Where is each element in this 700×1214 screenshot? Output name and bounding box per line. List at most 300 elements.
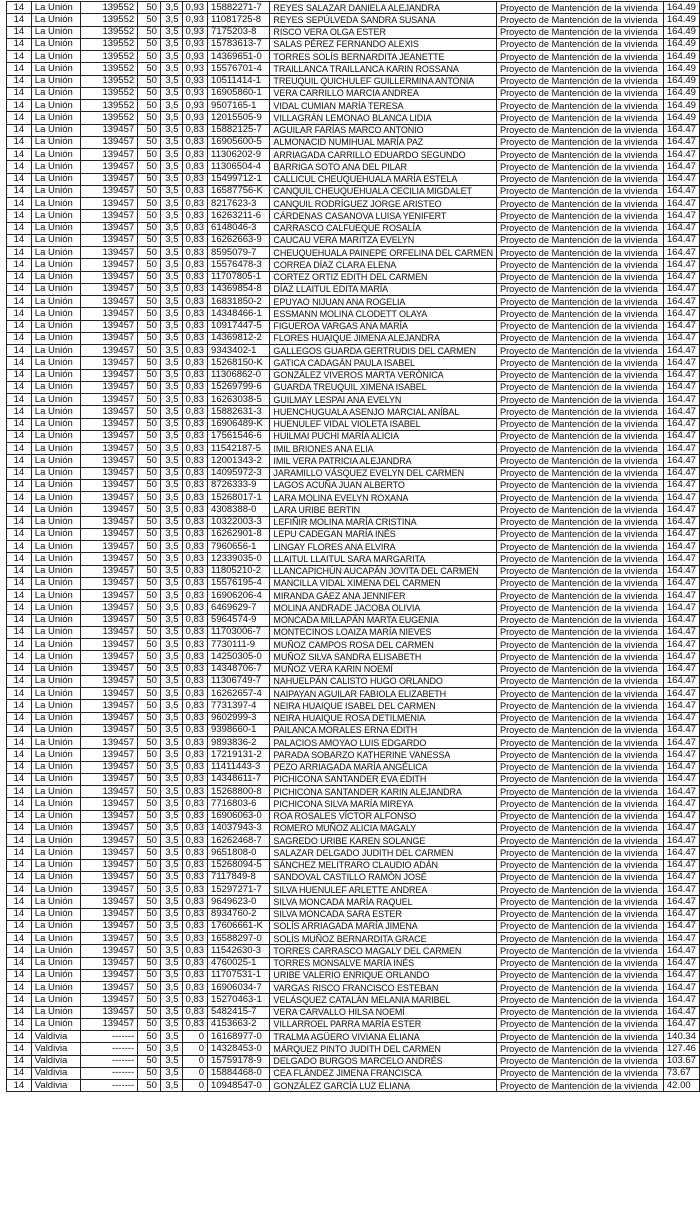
table-row <box>7 222 700 234</box>
code-cell: 139457 <box>80 614 137 626</box>
table-row <box>7 528 700 540</box>
region-cell: 14 <box>7 847 32 859</box>
amount-cell: 164.47 <box>663 455 699 467</box>
rut-cell: 16905860-1 <box>208 87 270 99</box>
region-cell: 14 <box>7 247 32 259</box>
score-cell: 50 <box>138 749 161 761</box>
amount-cell: 164.47 <box>663 700 699 712</box>
project-cell: Proyecto de Mantención de la vivienda <box>496 296 663 308</box>
amount-cell: 164.47 <box>663 1006 699 1018</box>
coef-cell: 3,5 <box>160 737 182 749</box>
comuna-cell: La Unión <box>31 308 80 320</box>
code-cell: 139457 <box>80 810 137 822</box>
rut-cell: 11411443-3 <box>208 761 270 773</box>
factor-cell: 0,83 <box>182 651 208 663</box>
region-cell: 14 <box>7 369 32 381</box>
rut-cell: 11805210-2 <box>208 565 270 577</box>
amount-cell: 164.47 <box>663 933 699 945</box>
beneficiary-table <box>6 1 700 1092</box>
table-row <box>7 455 700 467</box>
comuna-cell: La Unión <box>31 663 80 675</box>
coef-cell: 3,5 <box>160 786 182 798</box>
score-cell: 50 <box>138 688 161 700</box>
code-cell: 139552 <box>80 63 137 75</box>
region-cell: 14 <box>7 810 32 822</box>
table-row <box>7 504 700 516</box>
factor-cell: 0,83 <box>182 492 208 504</box>
score-cell: 50 <box>138 1067 161 1079</box>
comuna-cell: La Unión <box>31 1018 80 1030</box>
name-cell: SANDOVAL CASTILLO RAMÓN JOSÉ <box>270 871 497 883</box>
factor-cell: 0,83 <box>182 688 208 700</box>
project-cell: Proyecto de Mantención de la vivienda <box>496 1080 663 1092</box>
code-cell: 139457 <box>80 553 137 565</box>
comuna-cell: La Unión <box>31 810 80 822</box>
project-cell: Proyecto de Mantención de la vivienda <box>496 565 663 577</box>
score-cell: 50 <box>138 908 161 920</box>
code-cell: 139457 <box>80 136 137 148</box>
name-cell: CEA FLÁNDEZ JIMENA FRANCISCA <box>270 1067 497 1079</box>
comuna-cell: La Unión <box>31 185 80 197</box>
score-cell: 50 <box>138 847 161 859</box>
amount-cell: 164.47 <box>663 871 699 883</box>
coef-cell: 3,5 <box>160 859 182 871</box>
factor-cell: 0,83 <box>182 394 208 406</box>
table-row <box>7 712 700 724</box>
amount-cell: 164.47 <box>663 124 699 136</box>
rut-cell: 11707531-1 <box>208 969 270 981</box>
name-cell: MUÑOZ VERA KARIN NOEMÍ <box>270 663 497 675</box>
amount-cell: 164.47 <box>663 553 699 565</box>
score-cell: 50 <box>138 516 161 528</box>
name-cell: MONCADA MILLAPÁN MARTA EUGENIA <box>270 614 497 626</box>
code-cell: ------- <box>80 1043 137 1055</box>
name-cell: NEIRA HUAIQUE ISABEL DEL CARMEN <box>270 700 497 712</box>
coef-cell: 3,5 <box>160 504 182 516</box>
region-cell: 14 <box>7 884 32 896</box>
code-cell: 139457 <box>80 1018 137 1030</box>
code-cell: 139552 <box>80 112 137 124</box>
project-cell: Proyecto de Mantención de la vivienda <box>496 847 663 859</box>
factor-cell: 0,83 <box>182 185 208 197</box>
name-cell: PARADA SOBARZO KATHERINE VANESSA <box>270 749 497 761</box>
coef-cell: 3,5 <box>160 222 182 234</box>
region-cell: 14 <box>7 822 32 834</box>
coef-cell: 3,5 <box>160 1067 182 1079</box>
code-cell: 139457 <box>80 259 137 271</box>
score-cell: 50 <box>138 418 161 430</box>
rut-cell: 15268150-K <box>208 357 270 369</box>
region-cell: 14 <box>7 504 32 516</box>
factor-cell: 0,83 <box>182 933 208 945</box>
name-cell: SILVA HUENULEF ARLETTE ANDREA <box>270 884 497 896</box>
factor-cell: 0,83 <box>182 761 208 773</box>
project-cell: Proyecto de Mantención de la vivienda <box>496 198 663 210</box>
table-row <box>7 75 700 87</box>
region-cell: 14 <box>7 198 32 210</box>
table-row <box>7 185 700 197</box>
comuna-cell: La Unión <box>31 406 80 418</box>
project-cell: Proyecto de Mantención de la vivienda <box>496 822 663 834</box>
coef-cell: 3,5 <box>160 565 182 577</box>
score-cell: 50 <box>138 798 161 810</box>
amount-cell: 164.47 <box>663 161 699 173</box>
amount-cell: 164.47 <box>663 663 699 675</box>
score-cell: 50 <box>138 222 161 234</box>
amount-cell: 164.47 <box>663 381 699 393</box>
project-cell: Proyecto de Mantención de la vivienda <box>496 26 663 38</box>
coef-cell: 3,5 <box>160 320 182 332</box>
code-cell: 139457 <box>80 675 137 687</box>
table-row <box>7 430 700 442</box>
code-cell: 139457 <box>80 381 137 393</box>
table-row <box>7 345 700 357</box>
region-cell: 14 <box>7 173 32 185</box>
coef-cell: 3,5 <box>160 247 182 259</box>
region-cell: 14 <box>7 149 32 161</box>
project-cell: Proyecto de Mantención de la vivienda <box>496 700 663 712</box>
table-row <box>7 577 700 589</box>
amount-cell: 164.47 <box>663 908 699 920</box>
factor-cell: 0,83 <box>182 271 208 283</box>
code-cell: 139457 <box>80 590 137 602</box>
comuna-cell: Valdivia <box>31 1080 80 1092</box>
code-cell: 139457 <box>80 626 137 638</box>
coef-cell: 3,5 <box>160 51 182 63</box>
amount-cell: 164.47 <box>663 724 699 736</box>
region-cell: 14 <box>7 541 32 553</box>
table-row <box>7 737 700 749</box>
rut-cell: 15759178-9 <box>208 1055 270 1067</box>
name-cell: SAGREDO URIBE KAREN SOLANGE <box>270 835 497 847</box>
code-cell: 139457 <box>80 198 137 210</box>
project-cell: Proyecto de Mantención de la vivienda <box>496 406 663 418</box>
name-cell: GATICA CADAGÁN PAULA ISABEL <box>270 357 497 369</box>
amount-cell: 164.47 <box>663 222 699 234</box>
factor-cell: 0,83 <box>182 786 208 798</box>
project-cell: Proyecto de Mantención de la vivienda <box>496 614 663 626</box>
score-cell: 50 <box>138 761 161 773</box>
name-cell: ROA ROSALES VÍCTOR ALFONSO <box>270 810 497 822</box>
code-cell: 139457 <box>80 210 137 222</box>
factor-cell: 0,83 <box>182 516 208 528</box>
name-cell: ROMERO MUÑOZ ALICIA MAGALY <box>270 822 497 834</box>
coef-cell: 3,5 <box>160 161 182 173</box>
code-cell: 139457 <box>80 688 137 700</box>
score-cell: 50 <box>138 504 161 516</box>
coef-cell: 3,5 <box>160 1031 182 1043</box>
comuna-cell: La Unión <box>31 565 80 577</box>
project-cell: Proyecto de Mantención de la vivienda <box>496 933 663 945</box>
region-cell: 14 <box>7 1006 32 1018</box>
comuna-cell: La Unión <box>31 320 80 332</box>
code-cell: 139457 <box>80 945 137 957</box>
project-cell: Proyecto de Mantención de la vivienda <box>496 675 663 687</box>
table-row <box>7 1018 700 1030</box>
amount-cell: 164.47 <box>663 332 699 344</box>
project-cell: Proyecto de Mantención de la vivienda <box>496 100 663 112</box>
rut-cell: 15268800-8 <box>208 786 270 798</box>
score-cell: 50 <box>138 1080 161 1092</box>
rut-cell: 8217623-3 <box>208 198 270 210</box>
name-cell: HUENCHUGUALA ASENJO MARCIAL ANÍBAL <box>270 406 497 418</box>
project-cell: Proyecto de Mantención de la vivienda <box>496 712 663 724</box>
region-cell: 14 <box>7 394 32 406</box>
table-row <box>7 1055 700 1067</box>
name-cell: EPUYAO NIJUAN ANA ROGELIA <box>270 296 497 308</box>
table-row <box>7 590 700 602</box>
name-cell: VELÁSQUEZ CATALÁN MELANIA MARIBEL <box>270 994 497 1006</box>
coef-cell: 3,5 <box>160 479 182 491</box>
coef-cell: 3,5 <box>160 418 182 430</box>
region-cell: 14 <box>7 945 32 957</box>
rut-cell: 16262657-4 <box>208 688 270 700</box>
rut-cell: 11542630-3 <box>208 945 270 957</box>
table-row <box>7 1031 700 1043</box>
rut-cell: 15268094-5 <box>208 859 270 871</box>
region-cell: 14 <box>7 320 32 332</box>
factor-cell: 0,83 <box>182 1006 208 1018</box>
factor-cell: 0 <box>182 1043 208 1055</box>
region-cell: 14 <box>7 982 32 994</box>
coef-cell: 3,5 <box>160 345 182 357</box>
code-cell: 139457 <box>80 320 137 332</box>
comuna-cell: La Unión <box>31 908 80 920</box>
comuna-cell: La Unión <box>31 504 80 516</box>
comuna-cell: La Unión <box>31 161 80 173</box>
name-cell: CÁRDENAS CASANOVA LUISA YENIFERT <box>270 210 497 222</box>
score-cell: 50 <box>138 430 161 442</box>
region-cell: 14 <box>7 259 32 271</box>
rut-cell: 9343402-1 <box>208 345 270 357</box>
score-cell: 50 <box>138 26 161 38</box>
code-cell: 139457 <box>80 185 137 197</box>
comuna-cell: La Unión <box>31 369 80 381</box>
name-cell: MONTECINOS LOAIZA MARÍA NIEVES <box>270 626 497 638</box>
project-cell: Proyecto de Mantención de la vivienda <box>496 2 663 14</box>
project-cell: Proyecto de Mantención de la vivienda <box>496 1018 663 1030</box>
score-cell: 50 <box>138 1006 161 1018</box>
table-row <box>7 406 700 418</box>
table-row <box>7 2 700 14</box>
rut-cell: 7960656-1 <box>208 541 270 553</box>
table-row <box>7 822 700 834</box>
region-cell: 14 <box>7 14 32 26</box>
factor-cell: 0,83 <box>182 283 208 295</box>
amount-cell: 164.47 <box>663 443 699 455</box>
coef-cell: 3,5 <box>160 2 182 14</box>
name-cell: URIBE VALERIO ENRIQUE ORLANDO <box>270 969 497 981</box>
coef-cell: 3,5 <box>160 332 182 344</box>
comuna-cell: La Unión <box>31 332 80 344</box>
score-cell: 50 <box>138 38 161 50</box>
factor-cell: 0,83 <box>182 945 208 957</box>
rut-cell: 12015505-9 <box>208 112 270 124</box>
score-cell: 50 <box>138 271 161 283</box>
comuna-cell: La Unión <box>31 896 80 908</box>
score-cell: 50 <box>138 651 161 663</box>
factor-cell: 0,83 <box>182 369 208 381</box>
amount-cell: 164.47 <box>663 969 699 981</box>
region-cell: 14 <box>7 1018 32 1030</box>
amount-cell: 164.47 <box>663 406 699 418</box>
comuna-cell: La Unión <box>31 430 80 442</box>
amount-cell: 164.47 <box>663 504 699 516</box>
coef-cell: 3,5 <box>160 136 182 148</box>
factor-cell: 0,83 <box>182 871 208 883</box>
rut-cell: 16262663-9 <box>208 234 270 246</box>
rut-cell: 9602999-3 <box>208 712 270 724</box>
region-cell: 14 <box>7 296 32 308</box>
region-cell: 14 <box>7 1043 32 1055</box>
table-row <box>7 761 700 773</box>
project-cell: Proyecto de Mantención de la vivienda <box>496 492 663 504</box>
coef-cell: 3,5 <box>160 430 182 442</box>
code-cell: 139457 <box>80 835 137 847</box>
comuna-cell: La Unión <box>31 871 80 883</box>
region-cell: 14 <box>7 418 32 430</box>
amount-cell: 164.47 <box>663 492 699 504</box>
amount-cell: 164.47 <box>663 896 699 908</box>
region-cell: 14 <box>7 639 32 651</box>
coef-cell: 3,5 <box>160 688 182 700</box>
project-cell: Proyecto de Mantención de la vivienda <box>496 185 663 197</box>
coef-cell: 3,5 <box>160 1080 182 1092</box>
rut-cell: 14348611-7 <box>208 773 270 785</box>
project-cell: Proyecto de Mantención de la vivienda <box>496 320 663 332</box>
name-cell: TREUQUIL QUICHULEF GUILLERMINA ANTONIA <box>270 75 497 87</box>
rut-cell: 15499712-1 <box>208 173 270 185</box>
project-cell: Proyecto de Mantención de la vivienda <box>496 479 663 491</box>
coef-cell: 3,5 <box>160 406 182 418</box>
project-cell: Proyecto de Mantención de la vivienda <box>496 798 663 810</box>
comuna-cell: La Unión <box>31 455 80 467</box>
code-cell: 139457 <box>80 712 137 724</box>
score-cell: 50 <box>138 467 161 479</box>
table-row <box>7 443 700 455</box>
comuna-cell: La Unión <box>31 847 80 859</box>
factor-cell: 0,83 <box>182 222 208 234</box>
coef-cell: 3,5 <box>160 492 182 504</box>
name-cell: FLORES HUAIQUE JIMENA ALEJANDRA <box>270 332 497 344</box>
coef-cell: 3,5 <box>160 63 182 75</box>
score-cell: 50 <box>138 933 161 945</box>
rut-cell: 9398660-1 <box>208 724 270 736</box>
rut-cell: 11306202-9 <box>208 149 270 161</box>
amount-cell: 164.47 <box>663 651 699 663</box>
rut-cell: 14348706-7 <box>208 663 270 675</box>
project-cell: Proyecto de Mantención de la vivienda <box>496 259 663 271</box>
project-cell: Proyecto de Mantención de la vivienda <box>496 994 663 1006</box>
name-cell: TRAILLANCA TRAILLANCA KARIN ROSSANA <box>270 63 497 75</box>
table-row <box>7 773 700 785</box>
comuna-cell: La Unión <box>31 259 80 271</box>
factor-cell: 0,83 <box>182 700 208 712</box>
factor-cell: 0,83 <box>182 210 208 222</box>
name-cell: PALACIOS AMOYAO LUIS EDGARDO <box>270 737 497 749</box>
amount-cell: 164.47 <box>663 577 699 589</box>
coef-cell: 3,5 <box>160 516 182 528</box>
table-row <box>7 492 700 504</box>
code-cell: 139457 <box>80 798 137 810</box>
score-cell: 50 <box>138 602 161 614</box>
score-cell: 50 <box>138 149 161 161</box>
code-cell: ------- <box>80 1055 137 1067</box>
table-row <box>7 38 700 50</box>
name-cell: DÍAZ LLAITUL EDITA MARÍA <box>270 283 497 295</box>
name-cell: GALLEGOS GUARDA GERTRUDIS DEL CARMEN <box>270 345 497 357</box>
region-cell: 14 <box>7 406 32 418</box>
rut-cell: 8595079-7 <box>208 247 270 259</box>
code-cell: 139552 <box>80 26 137 38</box>
rut-cell: 15576701-4 <box>208 63 270 75</box>
score-cell: 50 <box>138 492 161 504</box>
coef-cell: 3,5 <box>160 700 182 712</box>
comuna-cell: La Unión <box>31 957 80 969</box>
comuna-cell: La Unión <box>31 822 80 834</box>
coef-cell: 3,5 <box>160 271 182 283</box>
score-cell: 50 <box>138 124 161 136</box>
amount-cell: 164.47 <box>663 259 699 271</box>
rut-cell: 16262901-8 <box>208 528 270 540</box>
coef-cell: 3,5 <box>160 1055 182 1067</box>
factor-cell: 0,83 <box>182 345 208 357</box>
comuna-cell: La Unión <box>31 675 80 687</box>
table-row <box>7 234 700 246</box>
name-cell: SÁNCHEZ MELITRARO CLAUDIO ADÁN <box>270 859 497 871</box>
factor-cell: 0,93 <box>182 38 208 50</box>
code-cell: 139552 <box>80 100 137 112</box>
rut-cell: 14348466-1 <box>208 308 270 320</box>
table-row <box>7 810 700 822</box>
project-cell: Proyecto de Mantención de la vivienda <box>496 761 663 773</box>
code-cell: 139457 <box>80 345 137 357</box>
region-cell: 14 <box>7 994 32 1006</box>
score-cell: 50 <box>138 859 161 871</box>
rut-cell: 10322003-3 <box>208 516 270 528</box>
code-cell: 139457 <box>80 908 137 920</box>
code-cell: 139457 <box>80 724 137 736</box>
rut-cell: 16831850-2 <box>208 296 270 308</box>
table-row <box>7 1043 700 1055</box>
score-cell: 50 <box>138 1055 161 1067</box>
region-cell: 14 <box>7 161 32 173</box>
score-cell: 50 <box>138 1043 161 1055</box>
region-cell: 14 <box>7 712 32 724</box>
code-cell: 139457 <box>80 773 137 785</box>
name-cell: GUARDA TREUQUIL XIMENA ISABEL <box>270 381 497 393</box>
amount-cell: 164.47 <box>663 982 699 994</box>
comuna-cell: Valdivia <box>31 1067 80 1079</box>
table-row <box>7 308 700 320</box>
coef-cell: 3,5 <box>160 945 182 957</box>
code-cell: 139457 <box>80 565 137 577</box>
name-cell: NAIPAYAN AGUILAR FABIOLA ELIZABETH <box>270 688 497 700</box>
region-cell: 14 <box>7 933 32 945</box>
factor-cell: 0,83 <box>182 418 208 430</box>
amount-cell: 164.47 <box>663 798 699 810</box>
rut-cell: 11707805-1 <box>208 271 270 283</box>
factor-cell: 0,83 <box>182 675 208 687</box>
project-cell: Proyecto de Mantención de la vivienda <box>496 87 663 99</box>
factor-cell: 0,83 <box>182 969 208 981</box>
project-cell: Proyecto de Mantención de la vivienda <box>496 1067 663 1079</box>
comuna-cell: La Unión <box>31 38 80 50</box>
table-row <box>7 675 700 687</box>
table-row <box>7 63 700 75</box>
region-cell: 14 <box>7 234 32 246</box>
code-cell: 139457 <box>80 296 137 308</box>
